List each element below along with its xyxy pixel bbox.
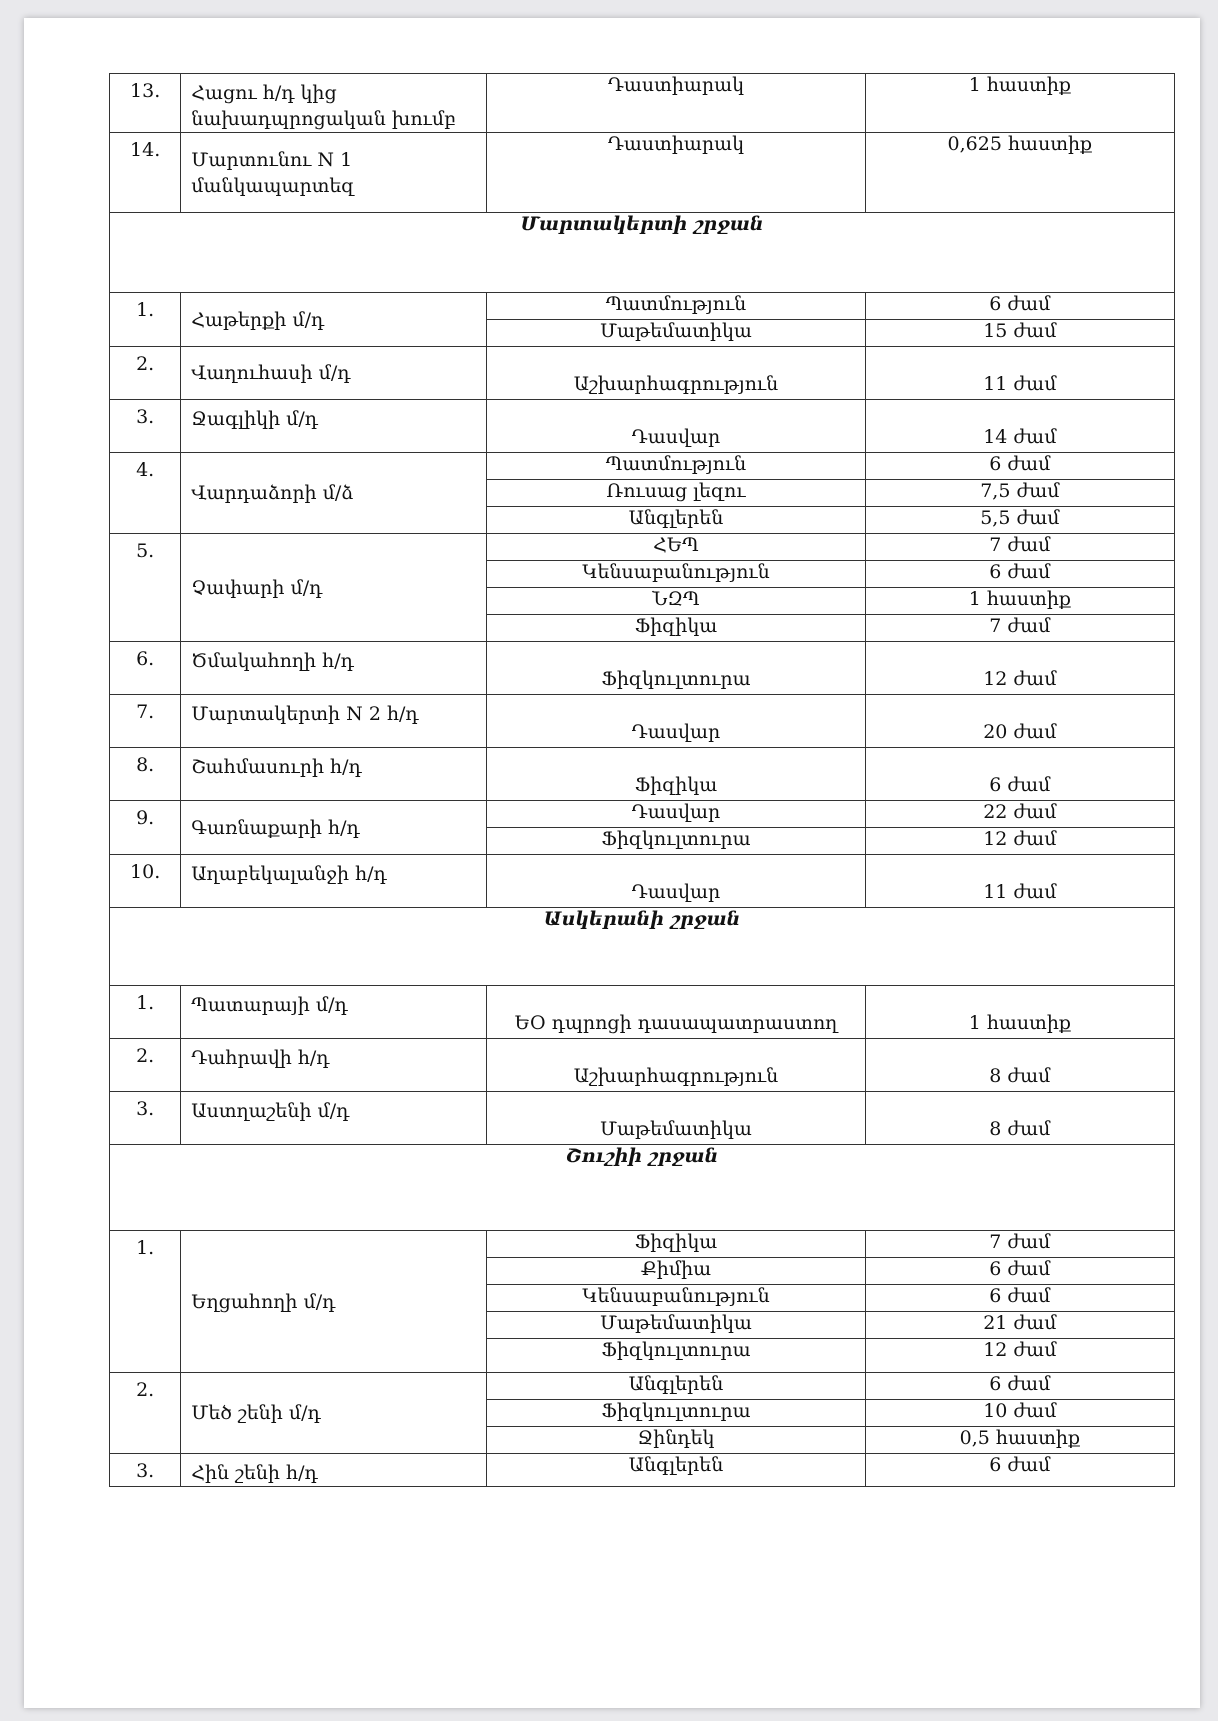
subject-cell: Ջինդեկ [487,1427,865,1454]
subject-cell: Անգլերեն [487,507,865,534]
subject-cell: Պատմություն [487,293,865,320]
table-row [110,1039,1175,1092]
hours-cell: 7 ժամ [865,615,1174,642]
subject-cell: Կենսաբանություն [487,561,865,588]
section-title: Շուշիի շրջան [110,1145,1175,1231]
school-name: Վարդաձորի մ/ձ [181,453,487,534]
section-title: Ասկերանի շրջան [110,908,1175,986]
section-header [110,908,1175,986]
school-name: Չափարի մ/դ [181,534,487,642]
hours-cell: 12 ժամ [865,1339,1174,1373]
row-number: 1. [110,293,181,347]
hours-cell: 5,5 ժամ [865,507,1174,534]
section-header [110,1145,1175,1231]
row-number: 6. [110,642,181,695]
subject-cell: Աշխարհագրություն [487,347,865,400]
row-number: 3. [110,400,181,453]
table-row [110,293,1175,320]
hours-cell: 7 ժամ [865,1231,1174,1258]
row-number: 4. [110,453,181,534]
school-name: Հին շենի հ/դ [181,1454,487,1487]
hours-cell: 8 ժամ [865,1039,1174,1092]
table-row [110,133,1175,213]
hours-cell: 6 ժամ [865,453,1174,480]
row-number: 3. [110,1092,181,1145]
subject-cell: Ֆիզկուլտուրա [487,642,865,695]
subject-cell: Ֆիզկուլտուրա [487,828,865,855]
hours-cell: 10 ժամ [865,1400,1174,1427]
hours-cell: 12 ժամ [865,828,1174,855]
row-number: 1. [110,986,181,1039]
table-row [110,748,1175,801]
table-row [110,1231,1175,1258]
school-name: Աղաբեկալանջի հ/դ [181,855,487,908]
hours-cell: 6 ժամ [865,293,1174,320]
row-number: 2. [110,347,181,400]
subject-cell: Մաթեմատիկա [487,320,865,347]
subject-cell: Ֆիզիկա [487,748,865,801]
subject-cell: Դասվար [487,400,865,453]
table-row [110,855,1175,908]
school-name: Ջագլիկի մ/դ [181,400,487,453]
row-number: 14. [110,133,181,213]
subject-cell: Անգլերեն [487,1373,865,1400]
hours-cell: 0,625 հաստիք [865,133,1174,213]
hours-cell: 6 ժամ [865,1258,1174,1285]
subject-cell: Ֆիզկուլտուրա [487,1400,865,1427]
row-number: 9. [110,801,181,855]
hours-cell: 15 ժամ [865,320,1174,347]
school-name: Մարտունու N 1 մանկապարտեզ [181,133,487,213]
table-row [110,695,1175,748]
subject-cell: Դաստիարակ [487,133,865,213]
school-name: Մեծ շենի մ/դ [181,1373,487,1454]
table-row [110,1092,1175,1145]
subject-cell: Ֆիզկուլտուրա [487,1339,865,1373]
subject-cell: Մաթեմատիկա [487,1092,865,1145]
school-name: Հաթերքի մ/դ [181,293,487,347]
hours-cell: 14 ժամ [865,400,1174,453]
row-number: 2. [110,1373,181,1454]
table-row [110,400,1175,453]
school-name: Վաղուհասի մ/դ [181,347,487,400]
section-title: Մարտակերտի շրջան [110,213,1175,293]
subject-cell: Քիմիա [487,1258,865,1285]
row-number: 7. [110,695,181,748]
subject-cell: Ֆիզիկա [487,1231,865,1258]
subject-cell: ՀԵՊ [487,534,865,561]
hours-cell: 22 ժամ [865,801,1174,828]
hours-cell: 7 ժամ [865,534,1174,561]
school-name: Եղցահողի մ/դ [181,1231,487,1373]
vacancy-table-body [110,74,1175,1487]
hours-cell: 6 ժամ [865,1285,1174,1312]
row-number: 2. [110,1039,181,1092]
hours-cell: 12 ժամ [865,642,1174,695]
section-header [110,213,1175,293]
hours-cell: 1 հաստիք [865,588,1174,615]
row-number: 5. [110,534,181,642]
subject-cell: Պատմություն [487,453,865,480]
table-row [110,74,1175,133]
table-row [110,801,1175,828]
school-name: Պատարայի մ/դ [181,986,487,1039]
school-name: Հացու հ/դ կից նախադպրոցական խումբ [181,74,487,133]
row-number: 3. [110,1454,181,1487]
subject-cell: Կենսաբանություն [487,1285,865,1312]
table-row [110,642,1175,695]
hours-cell: 11 ժամ [865,347,1174,400]
subject-cell: ԵՕ դպրոցի դասապատրաստող [487,986,865,1039]
hours-cell: 8 ժամ [865,1092,1174,1145]
row-number: 10. [110,855,181,908]
subject-cell: Դասվար [487,695,865,748]
subject-cell: Աշխարհագրություն [487,1039,865,1092]
row-number: 8. [110,748,181,801]
document-page [24,18,1200,1708]
hours-cell: 6 ժամ [865,561,1174,588]
hours-cell: 0,5 հաստիք [865,1427,1174,1454]
school-name: Գառնաքարի հ/դ [181,801,487,855]
hours-cell: 20 ժամ [865,695,1174,748]
subject-cell: ՆԶՊ [487,588,865,615]
hours-cell: 7,5 ժամ [865,480,1174,507]
subject-cell: Դասվար [487,801,865,828]
hours-cell: 21 ժամ [865,1312,1174,1339]
hours-cell: 11 ժամ [865,855,1174,908]
table-row [110,1454,1175,1487]
subject-cell: Դաստիարակ [487,74,865,133]
table-row [110,534,1175,561]
hours-cell: 6 ժամ [865,1454,1174,1487]
hours-cell: 1 հաստիք [865,986,1174,1039]
subject-cell: Դասվար [487,855,865,908]
school-name: Շահմասուրի հ/դ [181,748,487,801]
school-name: Աստղաշենի մ/դ [181,1092,487,1145]
school-name: Ծմակահողի հ/դ [181,642,487,695]
subject-cell: Ֆիզիկա [487,615,865,642]
hours-cell: 1 հաստիք [865,74,1174,133]
hours-cell: 6 ժամ [865,1373,1174,1400]
vacancy-table [109,73,1175,1487]
row-number: 13. [110,74,181,133]
subject-cell: Մաթեմատիկա [487,1312,865,1339]
row-number: 1. [110,1231,181,1373]
subject-cell: Անգլերեն [487,1454,865,1487]
hours-cell: 6 ժամ [865,748,1174,801]
table-row [110,347,1175,400]
table-row [110,453,1175,480]
school-name: Դահրավի հ/դ [181,1039,487,1092]
table-row [110,1373,1175,1400]
school-name: Մարտակերտի N 2 հ/դ [181,695,487,748]
table-row [110,986,1175,1039]
subject-cell: Ռուսաց լեզու [487,480,865,507]
